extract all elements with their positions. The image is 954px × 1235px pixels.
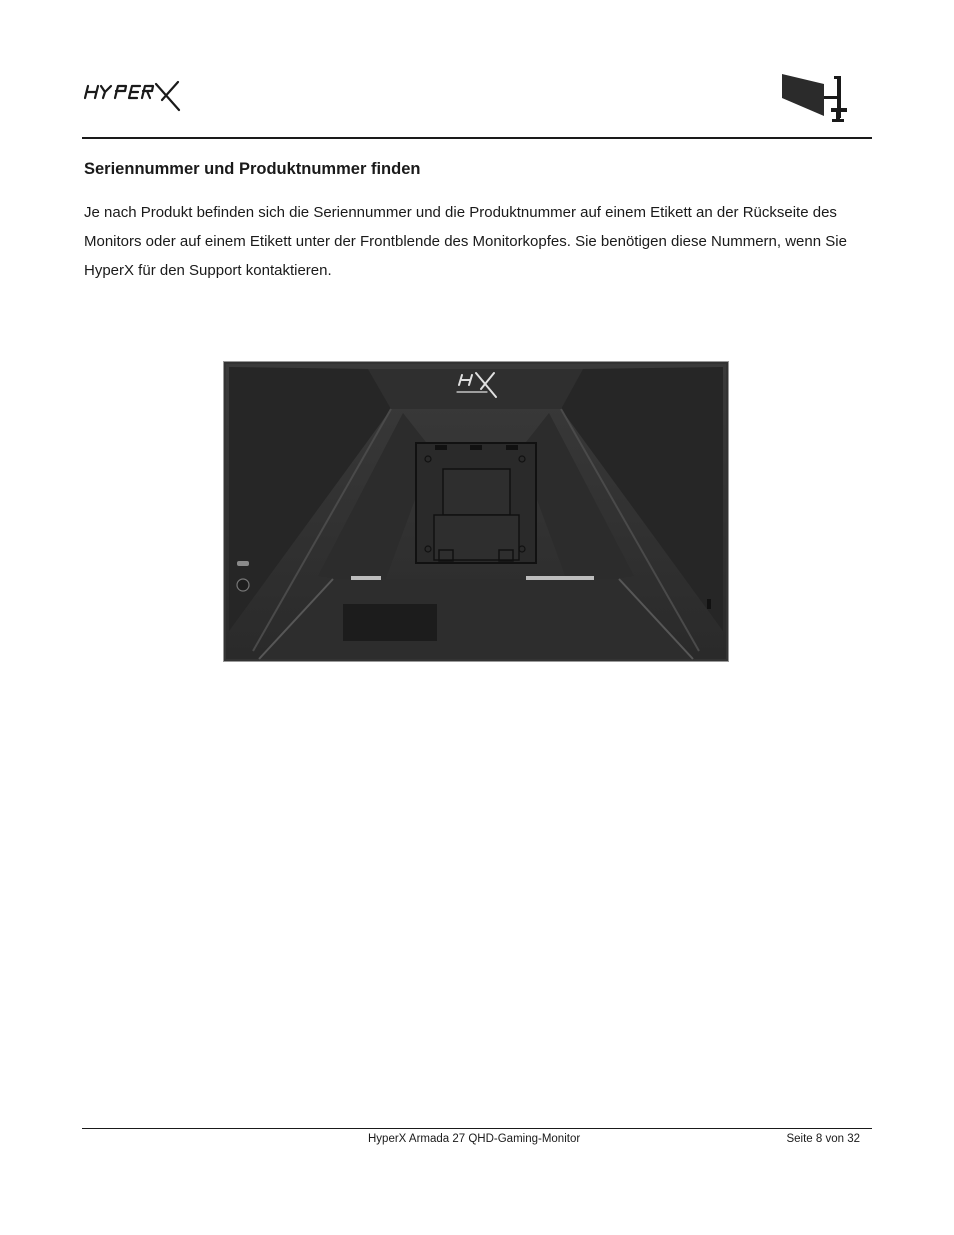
section-body: Je nach Produkt befinden sich die Seriennummer und die Produktnummer auf einem Etikett an der Rückseite des Monitors oder auf einem Etikett unter der Frontblende des Monitorkopfes. Sie benötigen diese Nummern, wenn Sie HyperX für den Support kontaktieren. <box>84 204 847 279</box>
monitor-rear-image <box>223 361 729 662</box>
monitor-arm-icon <box>778 70 854 124</box>
section-title: Seriennummer und Produktnummer finden <box>84 160 421 178</box>
footer-page-number: Seite 8 von 32 <box>786 1133 860 1145</box>
hyperx-logo <box>84 80 184 112</box>
footer-divider <box>82 1128 872 1129</box>
footer-document-title: HyperX Armada 27 QHD-Gaming-Monitor <box>368 1133 581 1145</box>
header-divider <box>82 137 872 139</box>
